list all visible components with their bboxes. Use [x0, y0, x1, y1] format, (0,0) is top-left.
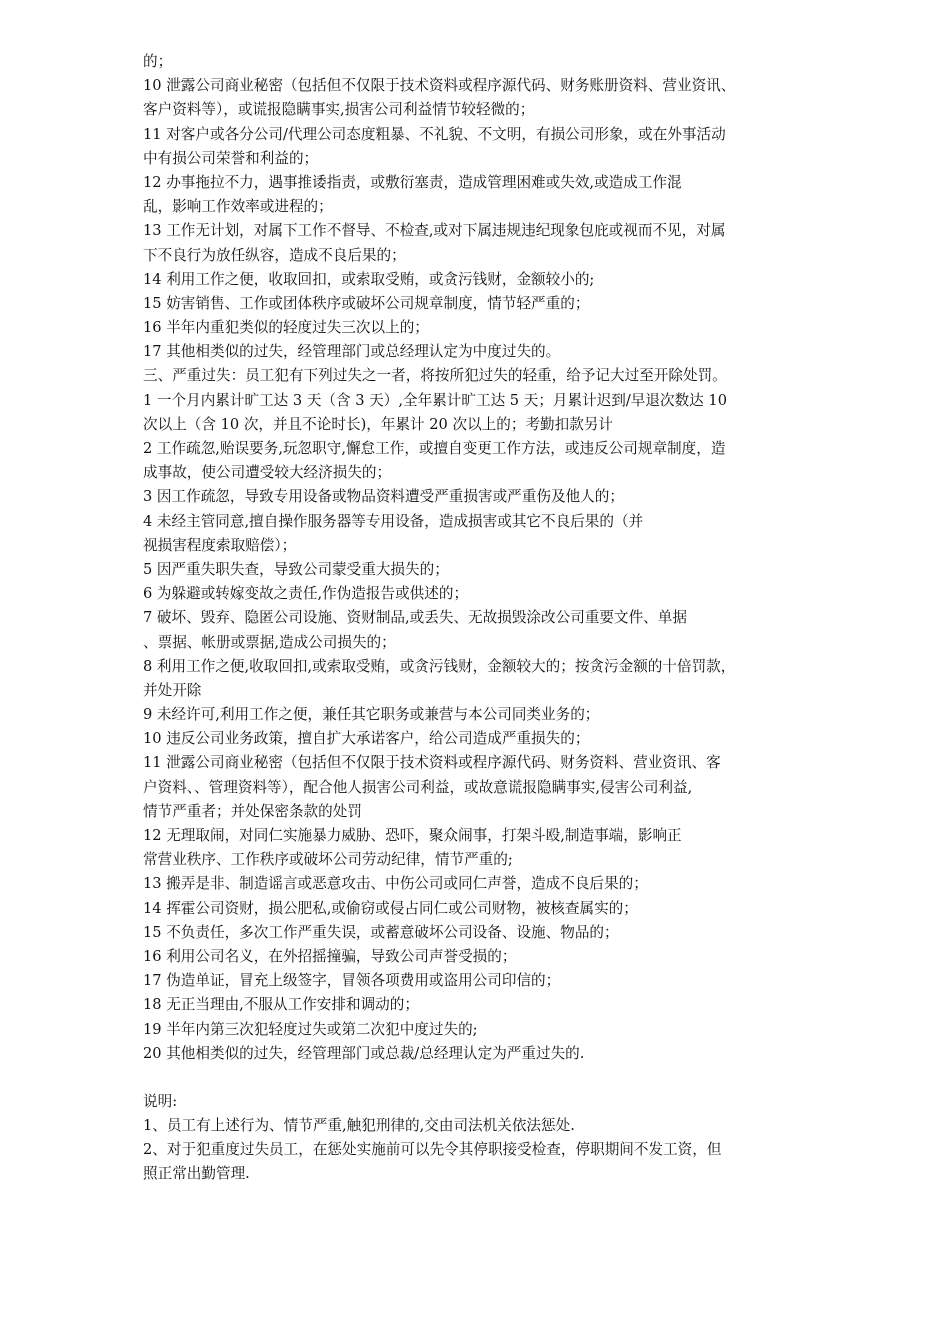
text-line: 16 利用公司名义，在外招摇撞骗，导致公司声誉受损的；	[143, 947, 517, 965]
text-line: 、票据、帐册或票据,造成公司损失的；	[143, 633, 396, 651]
text-line: 17 伪造单证，冒充上级签字，冒领各项费用或盗用公司印信的；	[143, 972, 561, 990]
text-line: 19 半年内第三次犯轻度过失或第二次犯中度过失的;	[143, 1020, 478, 1038]
paragraph-gap	[143, 1066, 823, 1090]
text-line: 乱，影响工作效率或进程的；	[143, 198, 333, 216]
notes-section	[143, 1090, 823, 1187]
text-line: 1 一个月内累计旷工达 3 天（含 3 天）,全年累计旷工达 5 天；月累计迟到/早退次数达 10	[143, 391, 727, 409]
text-line: 11 泄露公司商业秘密（包括但不仅限于技术资料或程序源代码、财务资料、营业资讯、客	[143, 754, 721, 772]
text-line: 12 无理取闹，对同仁实施暴力威胁、恐吓，聚众闹事，打架斗殴,制造事端，影响正	[143, 827, 682, 844]
document-page	[143, 50, 823, 1187]
text-line: 10 泄露公司商业秘密（包括但不仅限于技术资料或程序源代码、财务账册资料、营业资讯、	[143, 77, 736, 95]
text-line: 情节严重者；并处保密条款的处罚	[143, 802, 362, 820]
text-line: 次以上（含 10 次，并且不论时长)，年累计 20 次以上的；考勤扣款另计	[143, 415, 614, 433]
text-line: 13 搬弄是非、制造谣言或恶意攻击、中伤公司或同仁声誉，造成不良后果的；	[143, 875, 648, 893]
text-line: 7 破坏、毁弃、隐匿公司设施、资财制品,或丢失、无故损毁涂改公司重要文件、单据	[143, 609, 687, 627]
text-line: 4 未经主管同意,擅自操作服务器等专用设备，造成损害或其它不良后果的（并	[143, 512, 644, 530]
text-line: 并处开除	[143, 681, 202, 699]
text-line: 17 其他相类似的过失，经管理部门或总经理认定为中度过失的。	[143, 343, 561, 361]
note-line: 照正常出勤管理.	[143, 1165, 250, 1183]
text-line: 2 工作疏忽,贻误要务,玩忽职守,懈怠工作，或擅自变更工作方法，或违反公司规章制度，造	[143, 440, 726, 457]
text-line: 视损害程度索取赔偿）；	[143, 536, 297, 554]
text-line: 的；	[143, 53, 173, 70]
text-line: 14 利用工作之便，收取回扣，或索取受贿，或贪污钱财，金额较小的;	[143, 270, 595, 288]
text-line: 8 利用工作之便,收取回扣,或索取受贿，或贪污钱财，金额较大的；按贪污金额的十倍罚款，	[143, 657, 736, 675]
text-line: 常营业秩序、工作秩序或破坏公司劳动纪律，情节严重的;	[143, 851, 513, 869]
note-line: 2、对于犯重度过失员工，在惩处实施前可以先令其停职接受检查，停职期间不发工资，但	[143, 1141, 722, 1159]
text-line: 16 半年内重犯类似的轻度过失三次以上的；	[143, 319, 429, 337]
text-line: 18 无正当理由,不服从工作安排和调动的；	[143, 996, 419, 1014]
text-line: 客户资料等），或谎报隐瞒事实,损害公司利益情节较轻微的；	[143, 101, 535, 119]
text-line: 3 因工作疏忽，导致专用设备或物品资料遭受严重损害或严重伤及他人的；	[143, 488, 624, 506]
text-line: 11 对客户或各分公司/代理公司态度粗暴、不礼貌、不文明，有损公司形象，或在外事活动	[143, 125, 726, 143]
section-heading: 三、严重过失：员工犯有下列过失之一者，将按所犯过失的轻重，给予记大过至开除处罚。	[143, 367, 727, 385]
text-line: 12 办事拖拉不力，遇事推诿指责，或敷衍塞责，造成管理困难或失效,或造成工作混	[143, 173, 682, 191]
notes-heading: 说明:	[143, 1092, 178, 1110]
text-line: 14 挥霍公司资财，损公肥私,或偷窃或侵占同仁或公司财物，被核查属实的；	[143, 899, 638, 917]
text-line: 下不良行为放任纵容，造成不良后果的；	[143, 246, 406, 264]
text-line: 9 未经许可,利用工作之便，兼任其它职务或兼营与本公司同类业务的；	[143, 706, 600, 724]
note-line: 1、员工有上述行为、情节严重,触犯刑律的,交由司法机关依法惩处.	[143, 1117, 575, 1135]
text-line: 中有损公司荣誉和利益的；	[143, 149, 319, 167]
text-line: 10 违反公司业务政策，擅自扩大承诺客户，给公司造成严重损失的；	[143, 730, 590, 748]
text-line: 成事故，使公司遭受较大经济损失的；	[143, 464, 392, 482]
text-line: 5 因严重失职失查，导致公司蒙受重大损失的；	[143, 560, 449, 578]
text-line: 15 妨害销售、工作或团体秩序或破坏公司规章制度，情节轻严重的；	[143, 294, 590, 312]
clause-list	[143, 50, 823, 1066]
text-line: 15 不负责任，多次工作严重失误，或蓄意破坏公司设备、设施、物品的；	[143, 923, 619, 941]
text-line: 6 为躲避或转嫁变故之责任,作伪造报告或供述的；	[143, 585, 469, 603]
text-line: 13 工作无计划，对属下工作不督导、不检查,或对下属违规违纪现象包庇或视而不见，对属	[143, 222, 726, 240]
text-line: 户资料、、管理资料等），配合他人损害公司利益，或故意谎报隐瞒事实,侵害公司利益,	[143, 778, 693, 796]
text-line: 20 其他相类似的过失，经管理部门或总裁/总经理认定为严重过失的.	[143, 1044, 585, 1062]
